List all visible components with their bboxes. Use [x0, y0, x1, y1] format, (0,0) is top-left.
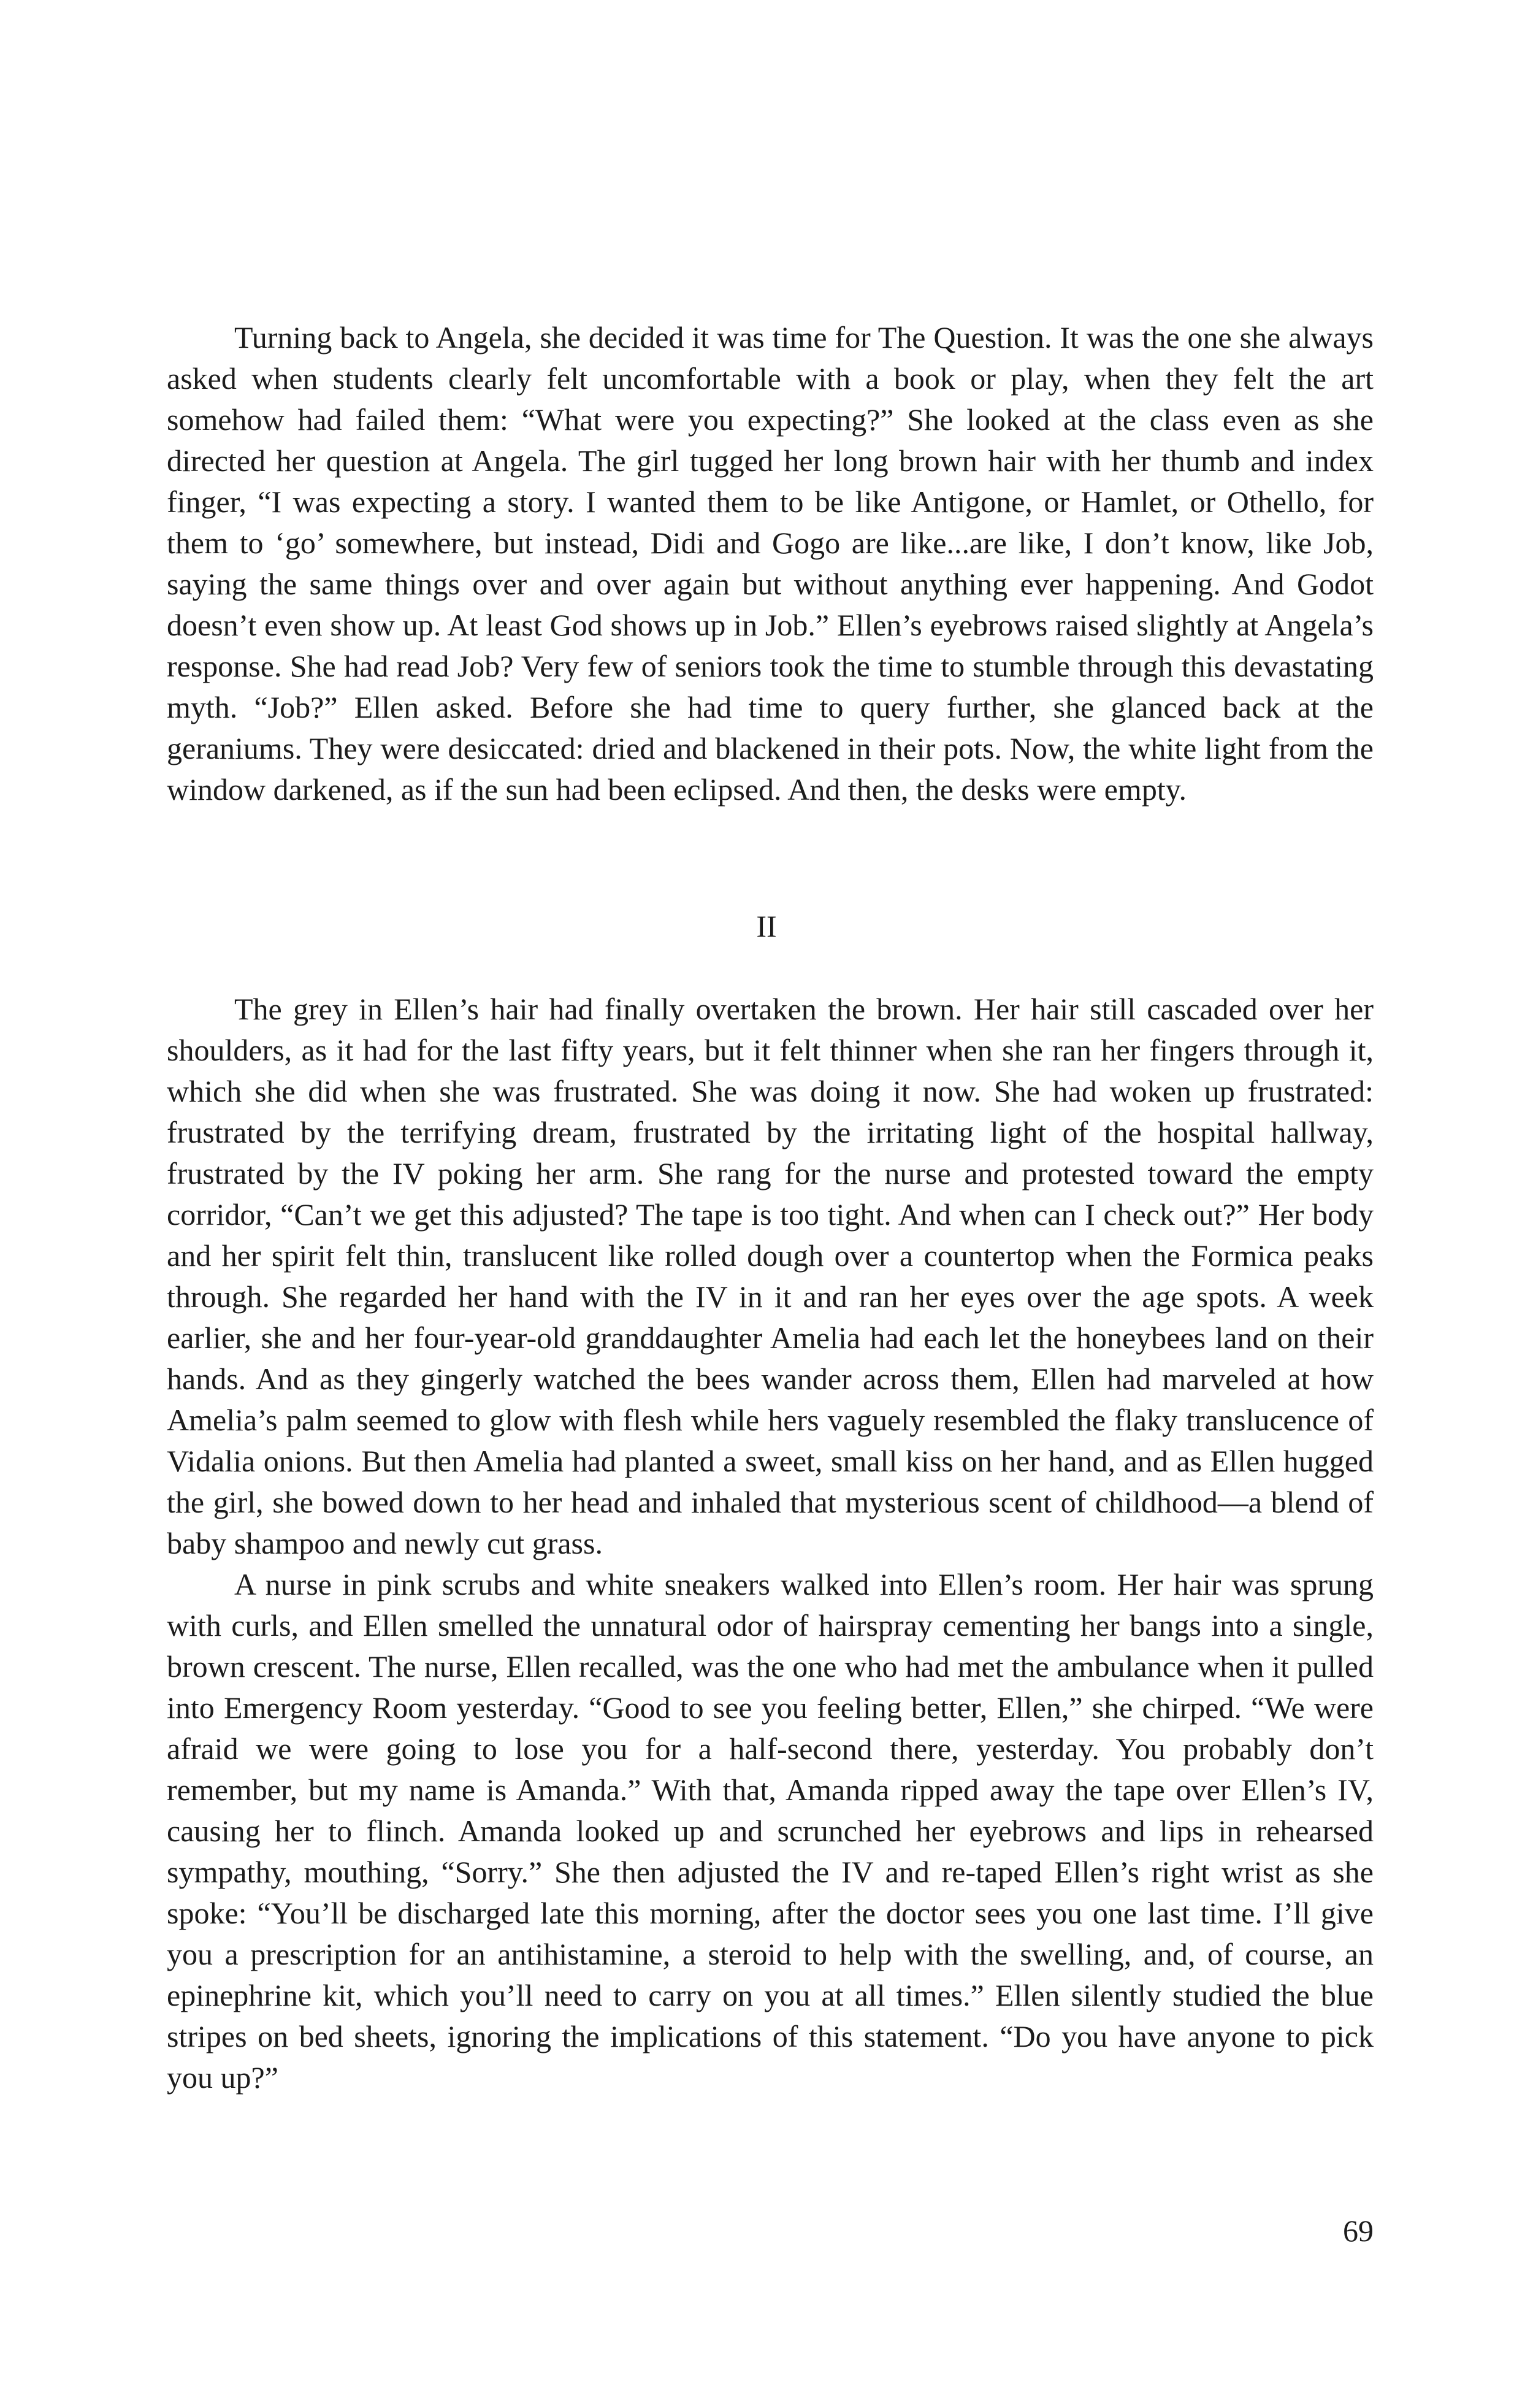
paragraph: The grey in Ellen’s hair had finally overtaken the brown. Her hair still cascaded over her shoulders, as it had for the last fifty years, but it felt thinner when she ran her fingers through it, which she did when she was frustrated. She was doing it now. She had woken up frustrated: frustrated by the terrifying dream, frustrated by the irritating light of the hospital hallway, frustrated by the IV poking her arm. She rang for the nurse and protested toward the empty corridor, “Can’t we get this adjusted? The tape is too tight. And when can I check out?” Her body and her spirit felt thin, translucent like rolled dough over a countertop when the Formica peaks through. She regarded her hand with the IV in it and ran her eyes over the age spots. A week earlier, she and her four-year-old granddaughter Amelia had each let the honeybees land on their hands. And as they gingerly watched the bees wander across them, Ellen had marveled at how Amelia’s palm seemed to glow with flesh while hers vaguely resembled the flaky translucence of Vidalia onions. But then Amelia had planted a sweet, small kiss on her hand, and as Ellen hugged the girl, she bowed down to her head and inhaled that mysterious scent of childhood—a blend of baby shampoo and newly cut grass. [167, 992, 1374, 1560]
paragraph: A nurse in pink scrubs and white sneakers walked into Ellen’s room. Her hair was sprung with curls, and Ellen smelled the unnatural odor of hairspray cementing her bangs into a single, brown crescent. The nurse, Ellen recalled, was the one who had met the ambulance when it pulled into Emergency Room yesterday. “Good to see you feeling better, Ellen,” she chirped. “We were afraid we were going to lose you for a half-second there, yesterday. You probably don’t remember, but my name is Amanda.” With that, Amanda ripped away the tape over Ellen’s IV, causing her to flinch. Amanda looked up and scrunched her eyebrows and lips in rehearsed sympathy, mouthing, “Sorry.” She then adjusted the IV and re-taped Ellen’s right wrist as she spoke: “You’ll be discharged late this morning, after the doctor sees you one last time. I’ll give you a prescription for an antihistamine, a steroid to help with the swelling, and, of course, an epinephrine kit, which you’ll need to carry on you at all times.” Ellen silently studied the blue stripes on bed sheets, ignoring the implications of this statement. “Do you have anyone to pick you up?” [167, 1567, 1374, 2095]
section-two-text [167, 989, 1374, 2098]
paragraph: Turning back to Angela, she decided it was time for The Question. It was the one she always asked when students clearly felt uncomfortable with a book or play, when they felt the art somehow had failed them: “What were you expecting?” She looked at the class even as she directed her question at Angela. The girl tugged her long brown hair with her thumb and index finger, “I was expecting a story. I wanted them to be like Antigone, or Hamlet, or Othello, for them to ‘go’ somewhere, but instead, Didi and Gogo are like...are like, I don’t know, like Job, saying the same things over and over again but without anything ever happening. And Godot doesn’t even show up. At least God shows up in Job.” Ellen’s eyebrows raised slightly at Angela’s response. She had read Job? Very few of seniors took the time to stumble through this devastating myth. “Job?” Ellen asked. Before she had time to query further, she glanced back at the geraniums. They were desiccated: dried and blackened in their pots. Now, the white light from the window darkened, as if the sun had been eclipsed. And then, the desks were empty. [167, 320, 1374, 807]
section-one-text [167, 317, 1374, 810]
section-heading: II [756, 909, 777, 943]
page-number: 69 [1343, 2214, 1374, 2248]
